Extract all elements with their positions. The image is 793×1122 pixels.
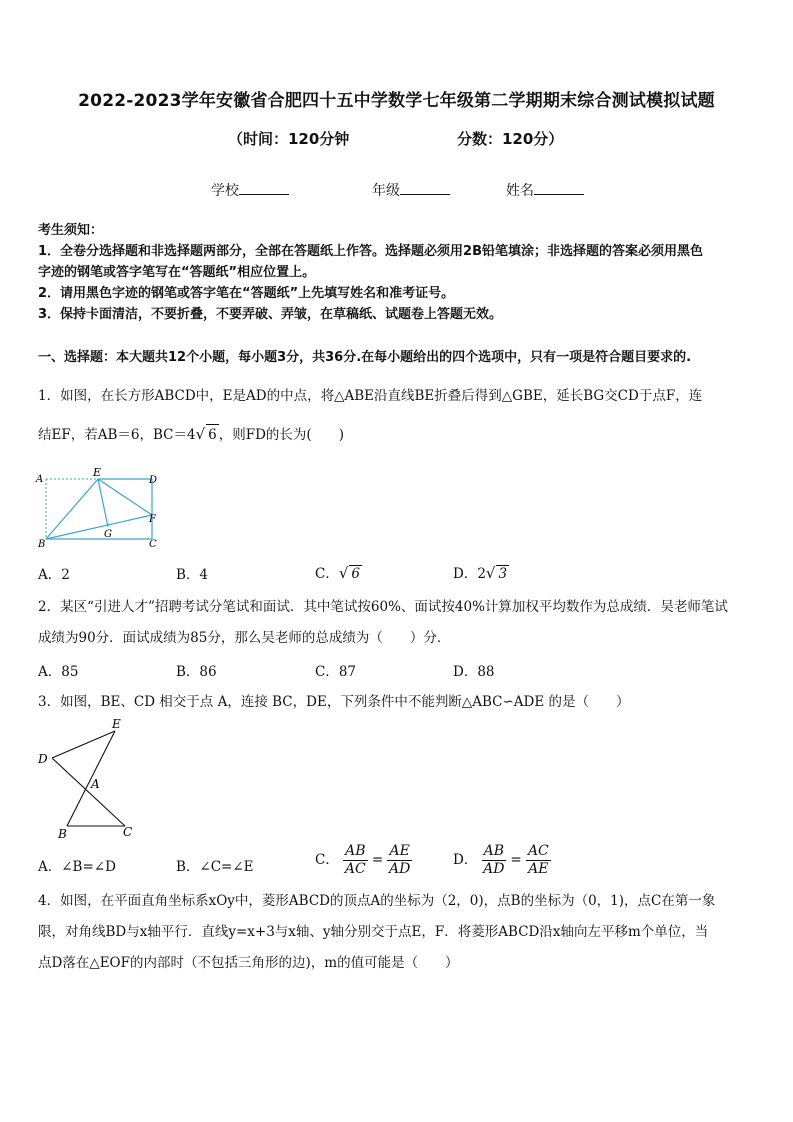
- frac-denominator: AD: [388, 861, 411, 877]
- q3-option-d-frac2: [526, 843, 551, 878]
- exam-time: （时间：120分钟: [228, 130, 350, 148]
- q2-option-b[interactable]: B．86: [176, 664, 217, 680]
- q1-label-G: G: [104, 529, 112, 540]
- q3-label-C: C: [123, 825, 133, 839]
- frac-denominator: AD: [483, 861, 505, 877]
- q1-option-b[interactable]: B．4: [176, 567, 209, 583]
- q2-option-c[interactable]: C．87: [315, 664, 357, 680]
- q1-seg-EG: [98, 479, 108, 527]
- frac-numerator: AC: [527, 843, 549, 859]
- notice-item-1a: 1．全卷分选择题和非选择题两部分，全部在答题纸上作答。选择题必须用2B铅笔填涂；非选择题的答案必须用黑色: [38, 244, 704, 259]
- school-field: [211, 180, 289, 200]
- q3-line1: 3．如图，BE、CD 相交于点 A，连接 BC，DE，下列条件中不能判断△ABC∽ADE 的是（ ）: [38, 694, 630, 710]
- q2-line1: 2．某区“引进人才”招聘考试分笔试和面试．其中笔试按60%、面试按40%计算加权平均数作为总成绩．吴老师笔试: [38, 599, 728, 615]
- q3-option-d[interactable]: [453, 843, 551, 878]
- equals-sign: =: [371, 852, 384, 868]
- q1-label-B: B: [38, 539, 46, 550]
- q2-option-d[interactable]: D．88: [453, 664, 495, 680]
- notice-block: [38, 220, 758, 325]
- name-field: [506, 180, 584, 200]
- frac-denominator: AE: [528, 861, 549, 877]
- q1-label-C: C: [149, 539, 157, 550]
- q1-option-d[interactable]: [453, 562, 509, 582]
- notice-item-1b: 字迹的钢笔或答字笔写在“答题纸”相应位置上。: [38, 265, 316, 280]
- equals-sign: =: [510, 852, 522, 868]
- q1-text-a: 结EF，若AB＝6，BC＝4: [38, 427, 196, 443]
- q1-seg-EF: [98, 479, 152, 515]
- q1-seg-BF: [46, 515, 152, 539]
- name-blank: [534, 180, 584, 195]
- sqrt-icon: √: [338, 564, 349, 582]
- frac-denominator: AC: [344, 861, 366, 877]
- q1-label-D: D: [149, 475, 158, 486]
- q3-option-a[interactable]: A．∠B=∠D: [38, 859, 116, 875]
- q2-option-a[interactable]: A．85: [38, 664, 79, 680]
- q1-figure: [30, 465, 170, 550]
- exam-score: 分数：120分）: [457, 130, 564, 148]
- q3-option-b[interactable]: B．∠C=∠E: [176, 859, 254, 875]
- q3-figure: [30, 715, 150, 845]
- school-blank: [239, 180, 289, 195]
- q3-label-D: D: [38, 752, 48, 766]
- q1-line1: 1．如图，在长方形ABCD中，E是AD的中点，将△ABE沿直线BE折叠后得到△GBE，延长BG交CD于点F，连: [38, 388, 703, 404]
- q3-label-E: E: [112, 717, 121, 731]
- q1-option-a[interactable]: A．2: [38, 567, 70, 583]
- frac-numerator: AB: [345, 843, 366, 859]
- name-label: 姓名: [506, 183, 534, 199]
- q3-option-d-frac1: [482, 843, 506, 878]
- q1-label-A: A: [36, 474, 44, 485]
- grade-label: 年级: [372, 183, 400, 199]
- q1-text-b: ，则FD的长为( ): [218, 427, 344, 443]
- q3-seg-DC: [52, 758, 125, 826]
- q3-option-c-label: C．: [315, 852, 339, 868]
- q1-seg-BE: [46, 479, 98, 539]
- q1-line2: [38, 424, 758, 445]
- q1-option-c-radicand: 6: [351, 566, 360, 582]
- q1-option-d-radicand: 3: [498, 566, 508, 582]
- q1-label-E: E: [93, 466, 102, 479]
- q3-option-c-frac1: [343, 843, 367, 878]
- q4-line2: 限，对角线BD与x轴平行．直线y=x+3与x轴、y轴分别交于点E，F．将菱形ABCD沿x轴向左平移m个单位，当: [38, 924, 709, 940]
- q3-label-B: B: [58, 827, 67, 841]
- q1-radicand: 6: [206, 424, 219, 445]
- notice-item-3: 3．保持卡面清洁，不要折叠，不要弄破、弄皱，在草稿纸、试题卷上答题无效。: [38, 307, 503, 322]
- q3-option-d-label: D．: [453, 852, 478, 868]
- exam-title: 2022-2023学年安徽省合肥四十五中学数学七年级第二学期期末综合测试模拟试题: [78, 91, 715, 111]
- q3-seg-DE: [52, 731, 115, 758]
- q1-option-c-label: C．: [315, 566, 339, 582]
- section-heading: 一、选择题：本大题共12个小题，每小题3分，共36分.在每小题给出的四个选项中，只有一项是符合题目要求的.: [38, 350, 692, 365]
- q3-option-c[interactable]: [315, 843, 412, 878]
- notice-item-2: 2．请用黑色字迹的钢笔或答字笔在“答题纸”上先填写姓名和准考证号。: [38, 286, 455, 301]
- q3-option-c-frac2: [387, 843, 411, 878]
- school-label: 学校: [211, 183, 239, 199]
- grade-blank: [400, 180, 450, 195]
- notice-heading: 考生须知：: [38, 223, 104, 238]
- q4-line1: 4．如图，在平面直角坐标系xOy中，菱形ABCD的顶点A的坐标为（2，0)，点B的坐标为（0，1)，点C在第一象: [38, 893, 716, 909]
- frac-numerator: AB: [483, 843, 505, 859]
- sqrt-icon: √: [195, 425, 206, 443]
- q4-line3: 点D落在△EOF的内部时（不包括三角形的边)，m的值可能是（ ）: [38, 955, 459, 971]
- frac-numerator: AE: [389, 843, 410, 859]
- q3-label-A: A: [91, 777, 100, 791]
- q1-option-c[interactable]: [315, 562, 362, 582]
- q2-line2: 成绩为90分．面试成绩为85分，那么吴老师的总成绩为（ ）分．: [38, 630, 451, 646]
- q1-label-F: F: [149, 514, 156, 525]
- grade-field: [372, 180, 450, 200]
- q1-option-d-label: D．2: [453, 566, 486, 582]
- sqrt-icon: √: [485, 564, 496, 582]
